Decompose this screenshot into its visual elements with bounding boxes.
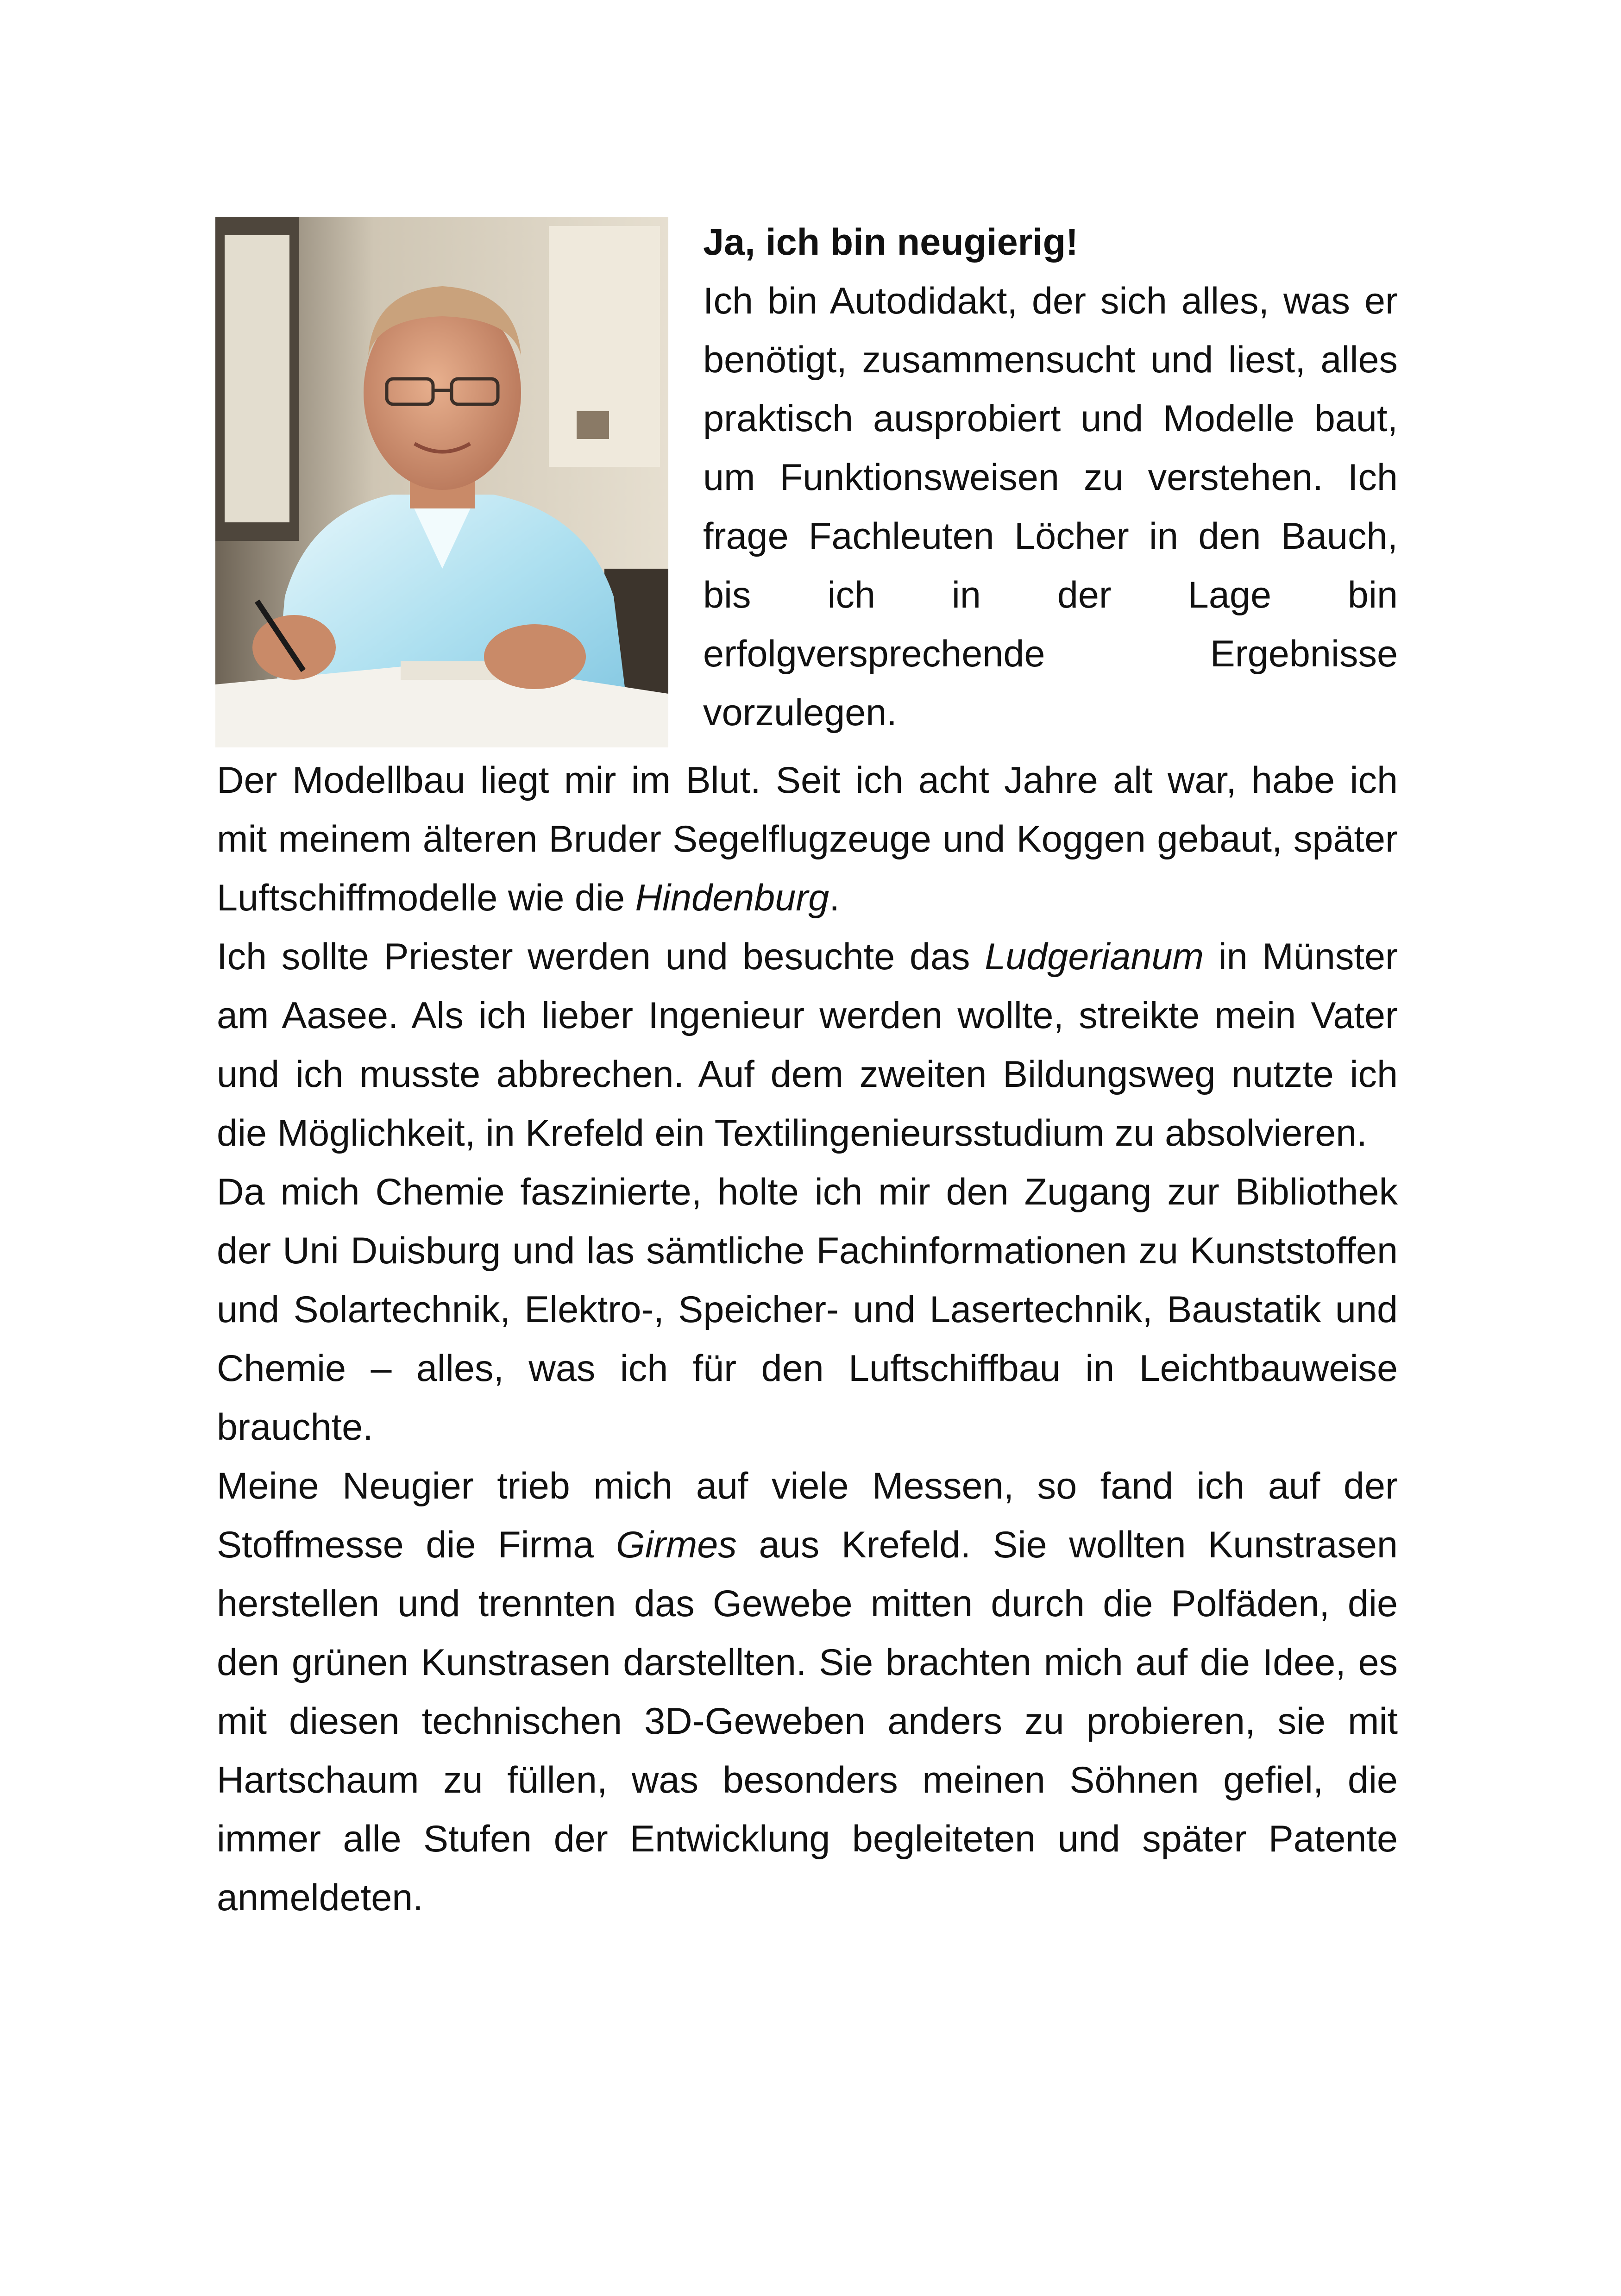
paragraph-chemie: Da mich Chemie faszinierte, holte ich mir den Zugang zur Bibliothek der Uni Duisburg und las sämtliche Fachinformationen zu Kunststoffen und Solartechnik, Elektro-, Speicher- und Lasertechnik, Baustatik und Chemie – alles, was ich für den Luftschiffbau in Leichtbauweise brauchte.	[217, 1171, 1398, 1448]
p1-text-a: Der Modellbau liegt mir im Blut. Seit ich acht Jahre alt war, habe ich mit meinem älteren Bruder Segelflugzeuge und Koggen gebaut, später Luftschiffmodelle wie die	[217, 759, 1398, 919]
paragraph-modellbau	[217, 751, 1398, 928]
p4-emphasis: Girmes	[616, 1524, 737, 1566]
p2-text-b: in Münster am Aasee. Als ich lieber Ingenieur werden wollte, streikte mein Vater und ich musste abbrechen. Auf dem zweiten Bildungsweg nutzte ich die Möglichkeit, in Krefeld ein Textilingenieursstudium zu absolvieren.	[217, 936, 1398, 1154]
p4-text-b: aus Krefeld. Sie wollten Kunstrasen herstellen und trennten das Gewebe mitten durch die Polfäden, die den grünen Kunstrasen darstellten. Sie brachten mich auf die Idee, es mit diesen technischen 3D-Geweben anders zu probieren, sie mit Hartschaum zu füllen, was besonders meinen Söhnen gefiel, die immer alle Stufen der Entwicklung begleiteten und später Patente anmeldeten.	[217, 1524, 1398, 1919]
body-text	[217, 751, 1398, 1927]
paragraph-priester	[217, 928, 1398, 1163]
intro-paragraph: Ich bin Autodidakt, der sich alles, was er benötigt, zusammensucht und liest, alles praktisch ausprobiert und Modelle baut, um Funktionsweisen zu verstehen. Ich frage Fachleuten Löcher in den Bauch, bis ich in der Lage bin erfolgversprechende Ergebnisse vorzulegen.	[703, 280, 1398, 734]
heading: Ja, ich bin neugierig!	[703, 221, 1079, 263]
portrait-photo	[215, 217, 668, 747]
p2-emphasis: Ludgerianum	[985, 936, 1204, 978]
intro-block	[703, 213, 1398, 742]
p1-text-b: .	[829, 877, 840, 919]
p2-text-a: Ich sollte Priester werden und besuchte das	[217, 936, 985, 978]
p1-emphasis: Hindenburg	[635, 877, 829, 919]
paragraph-messen	[217, 1457, 1398, 1927]
p4-text-a: Meine Neugier trieb mich auf viele Messen, so fand ich auf der Stoffmesse die Firma	[217, 1465, 1398, 1566]
